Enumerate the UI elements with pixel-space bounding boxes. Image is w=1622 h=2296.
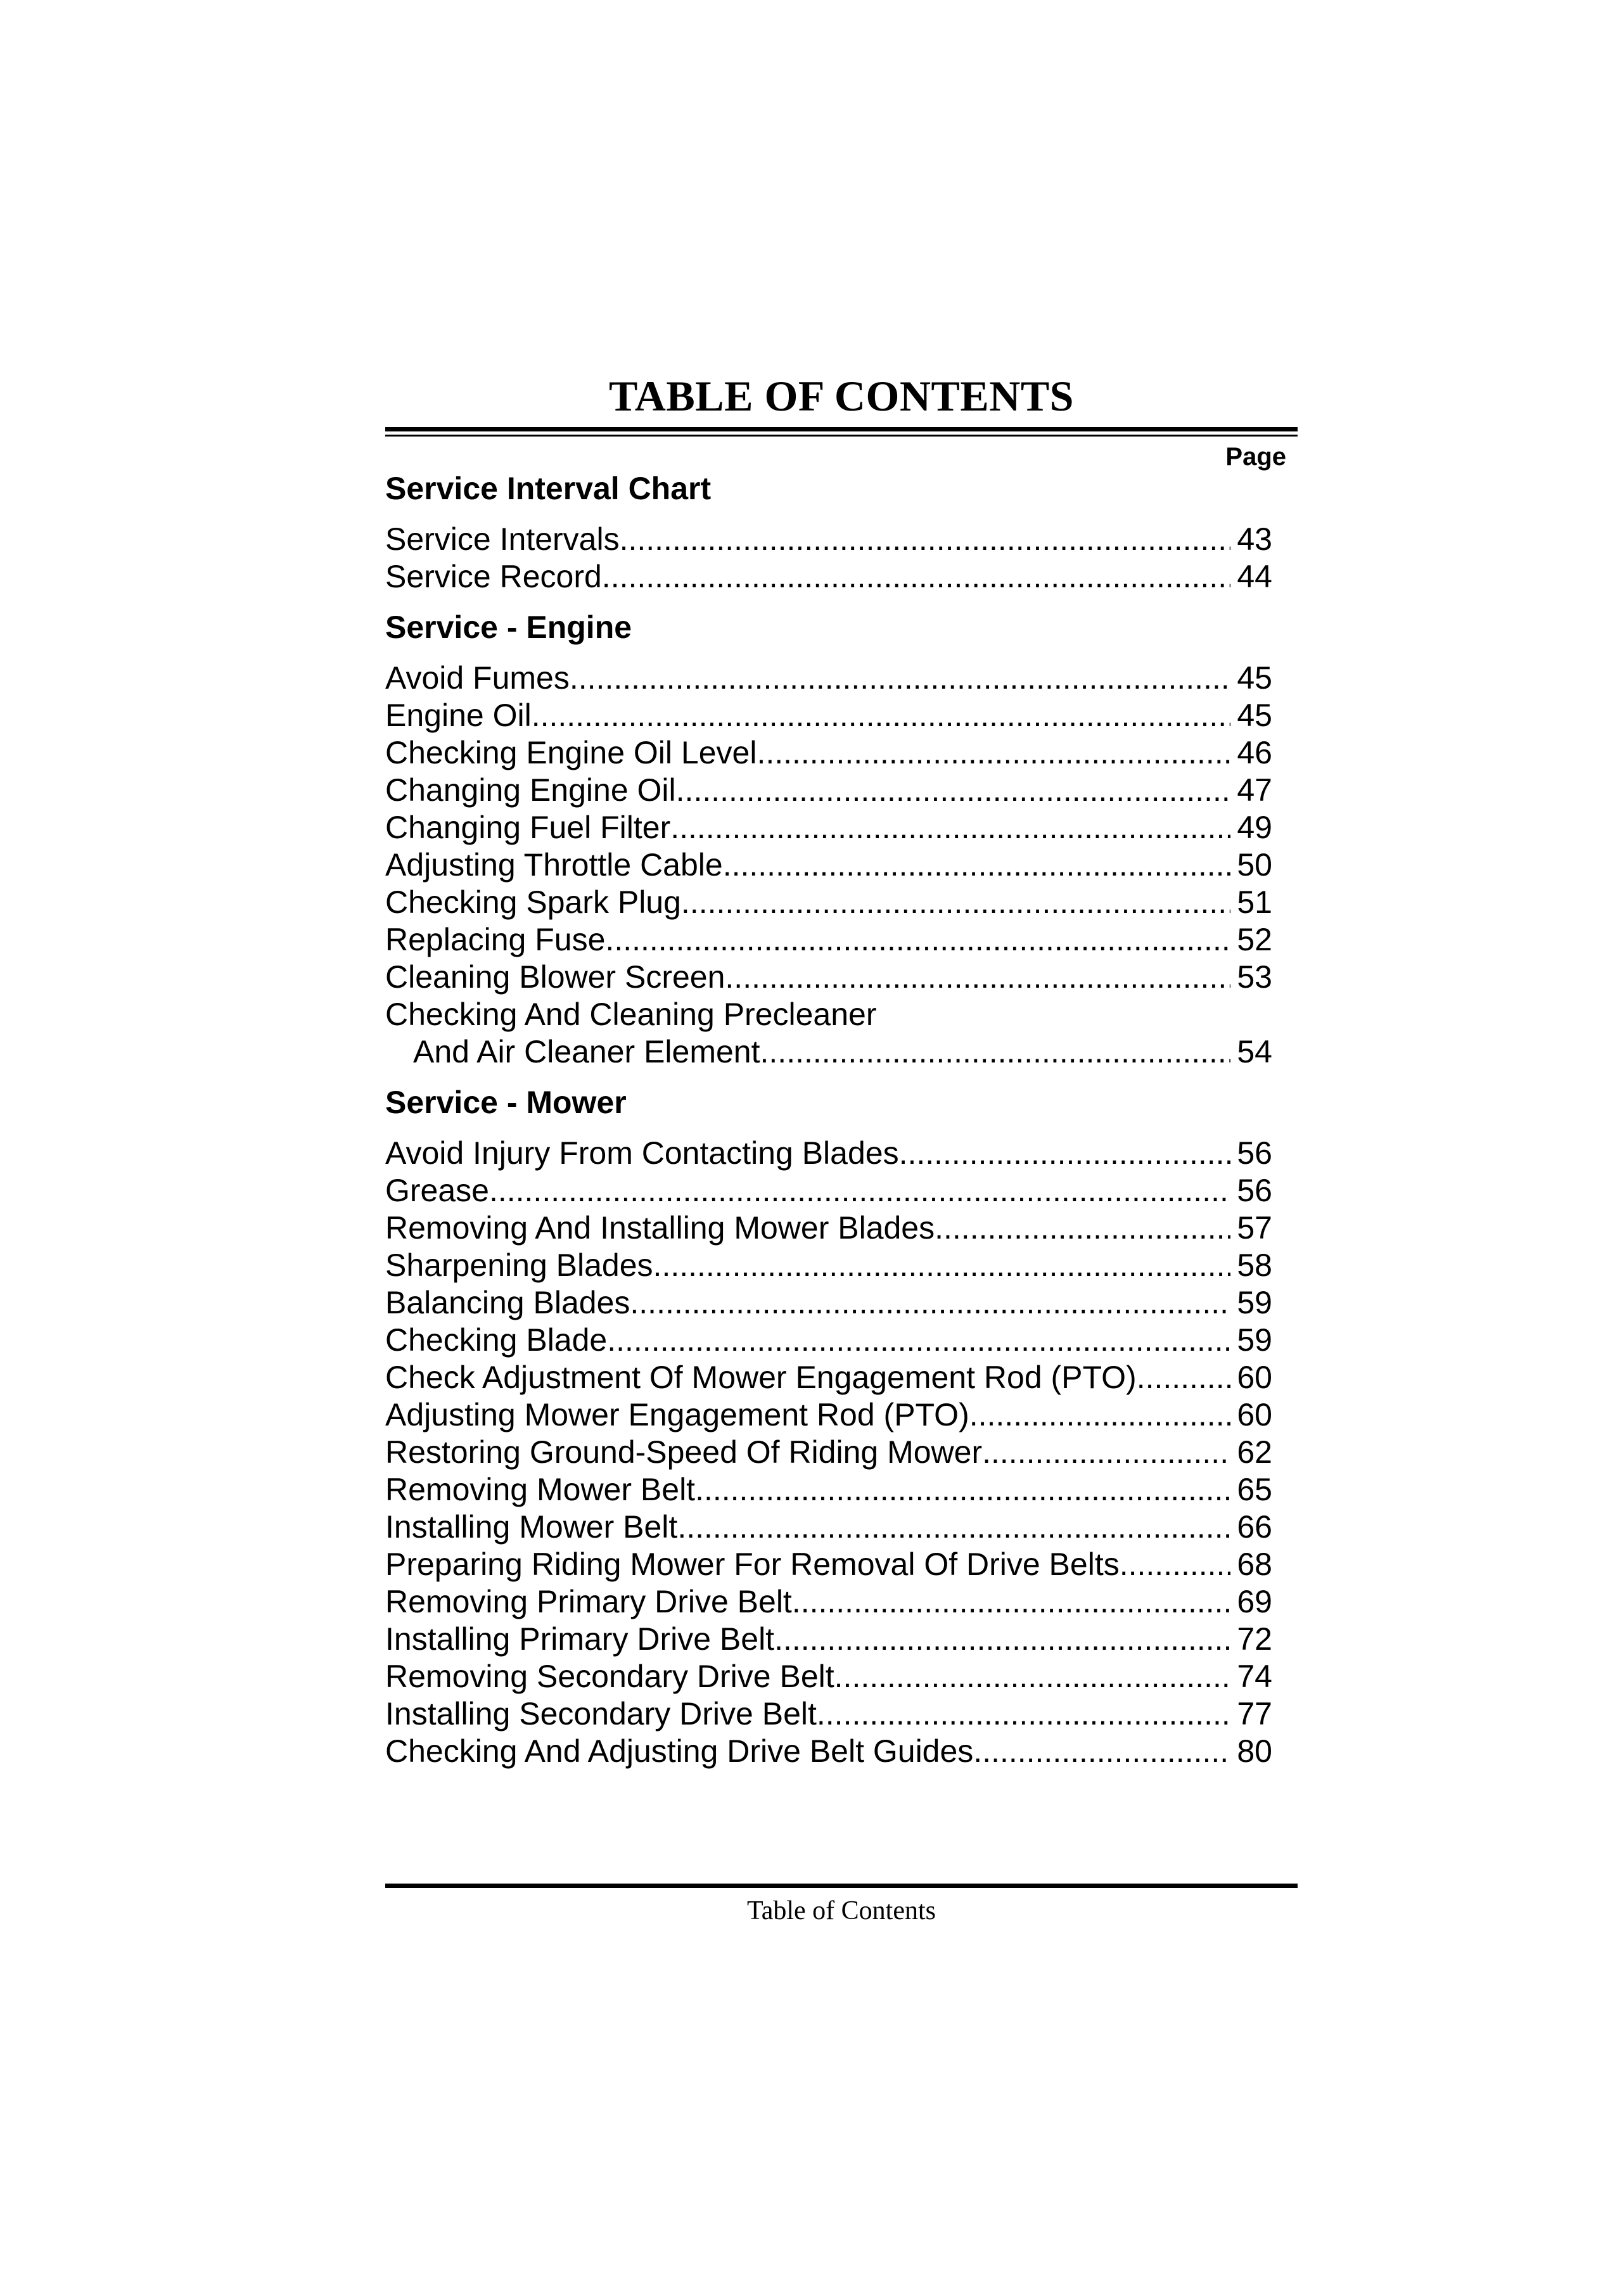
- footer-rule: [385, 1884, 1298, 1888]
- dot-leader: [760, 1033, 1231, 1071]
- entry-title: Removing Secondary Drive Belt: [385, 1659, 834, 1694]
- entry-page: 62: [1237, 1434, 1272, 1470]
- footer-text: Table of Contents: [747, 1896, 936, 1925]
- dot-leader: [676, 772, 1231, 809]
- toc-entry[interactable]: [385, 772, 1272, 809]
- entry-title: Removing Primary Drive Belt: [385, 1584, 792, 1619]
- toc-entry[interactable]: [385, 1546, 1272, 1583]
- entry-page: 80: [1237, 1733, 1272, 1769]
- entry-page: 60: [1237, 1397, 1272, 1432]
- toc-entry[interactable]: [385, 1508, 1272, 1546]
- toc-entry[interactable]: [385, 1695, 1272, 1733]
- toc-entry[interactable]: [385, 521, 1272, 558]
- entry-title: Avoid Injury From Contacting Blades: [385, 1135, 899, 1171]
- toc-entry[interactable]: [385, 1135, 1272, 1172]
- section-heading: Service Interval Chart: [385, 471, 712, 506]
- dot-leader: [1120, 1546, 1231, 1583]
- dot-leader: [630, 1284, 1230, 1322]
- title-rule-thin: [385, 435, 1298, 437]
- dot-leader: [677, 1508, 1230, 1546]
- entry-title: Preparing Riding Mower For Removal Of Drive Belts: [385, 1547, 1120, 1582]
- toc-entry[interactable]: [385, 1583, 1272, 1621]
- entry-page: 56: [1237, 1135, 1272, 1171]
- dot-leader: [681, 884, 1230, 921]
- dot-leader: [973, 1733, 1230, 1770]
- dot-leader: [982, 1434, 1230, 1471]
- dot-leader: [723, 846, 1231, 884]
- entry-title: Checking Engine Oil Level: [385, 735, 757, 770]
- toc-entry[interactable]: [385, 959, 1272, 996]
- toc-entry[interactable]: [385, 1621, 1272, 1658]
- entry-title: Removing Mower Belt: [385, 1472, 696, 1507]
- entry-page: 46: [1237, 735, 1272, 770]
- entry-title: Adjusting Mower Engagement Rod (PTO): [385, 1397, 969, 1432]
- entry-page: 69: [1237, 1584, 1272, 1619]
- entry-title: Service Record: [385, 559, 602, 594]
- entry-title-continuation: And Air Cleaner Element: [413, 1034, 760, 1069]
- dot-leader: [792, 1583, 1231, 1621]
- dot-leader: [899, 1135, 1231, 1172]
- entry-page: 47: [1237, 772, 1272, 808]
- entry-page: 68: [1237, 1547, 1272, 1582]
- dot-leader: [969, 1396, 1231, 1434]
- entry-title: Restoring Ground-Speed Of Riding Mower: [385, 1434, 983, 1470]
- entry-page: 59: [1237, 1322, 1272, 1358]
- entry-page: 54: [1237, 1034, 1272, 1069]
- entry-page: 52: [1237, 922, 1272, 957]
- entry-page: 50: [1237, 847, 1272, 883]
- dot-leader: [602, 558, 1231, 596]
- dot-leader: [653, 1247, 1231, 1284]
- entry-page: 49: [1237, 810, 1272, 845]
- toc-entry[interactable]: [385, 1033, 1272, 1071]
- title-rule-thick: [385, 427, 1298, 431]
- dot-leader: [489, 1172, 1230, 1209]
- entry-page: 74: [1237, 1659, 1272, 1694]
- entry-title: Cleaning Blower Screen: [385, 959, 725, 995]
- toc-entry[interactable]: [385, 846, 1272, 884]
- toc-entry[interactable]: [385, 921, 1272, 959]
- page-title: TABLE OF CONTENTS: [609, 372, 1074, 420]
- entry-page: 72: [1237, 1621, 1272, 1657]
- dot-leader: [774, 1621, 1230, 1658]
- dot-leader: [834, 1658, 1231, 1695]
- toc-entry[interactable]: [385, 1247, 1272, 1284]
- toc-entry[interactable]: [385, 558, 1272, 596]
- toc-entry[interactable]: [385, 1322, 1272, 1359]
- toc-section-service-interval-chart: [385, 470, 1272, 596]
- toc-section-service-engine: [385, 609, 1272, 1071]
- entry-title: Check Adjustment Of Mower Engagement Rod (PTO): [385, 1360, 1137, 1395]
- entry-page: 45: [1237, 698, 1272, 733]
- entry-title: Installing Secondary Drive Belt: [385, 1696, 817, 1732]
- dot-leader: [935, 1209, 1230, 1247]
- dot-leader: [725, 959, 1230, 996]
- toc-entry[interactable]: [385, 809, 1272, 846]
- entry-page: 45: [1237, 660, 1272, 696]
- dot-leader: [570, 660, 1231, 697]
- entry-title: Avoid Fumes: [385, 660, 570, 696]
- toc-entry[interactable]: [385, 660, 1272, 697]
- page-column-label: Page: [1225, 443, 1286, 471]
- dot-leader: [757, 734, 1230, 772]
- section-heading: Service - Engine: [385, 609, 632, 645]
- entry-page: 59: [1237, 1285, 1272, 1320]
- entry-page: 60: [1237, 1360, 1272, 1395]
- toc-entry[interactable]: [385, 1359, 1272, 1396]
- toc-entry[interactable]: [385, 734, 1272, 772]
- entry-title: Checking And Adjusting Drive Belt Guides: [385, 1733, 974, 1769]
- toc-entry[interactable]: [385, 884, 1272, 921]
- entry-title: Installing Primary Drive Belt: [385, 1621, 775, 1657]
- entry-title: Removing And Installing Mower Blades: [385, 1210, 935, 1246]
- entry-page: 57: [1237, 1210, 1272, 1246]
- toc-entry[interactable]: [385, 1172, 1272, 1209]
- toc-entry[interactable]: [385, 1658, 1272, 1695]
- entry-page: 77: [1237, 1696, 1272, 1732]
- entry-title: Balancing Blades: [385, 1285, 630, 1320]
- dot-leader: [1137, 1359, 1231, 1396]
- entry-title: Replacing Fuse: [385, 922, 606, 957]
- dot-leader: [607, 1322, 1230, 1359]
- entry-page: 53: [1237, 959, 1272, 995]
- entry-title: Grease: [385, 1173, 489, 1208]
- entry-title: Checking Spark Plug: [385, 884, 681, 920]
- entry-page: 66: [1237, 1509, 1272, 1545]
- toc-entry[interactable]: [385, 1209, 1272, 1247]
- entry-page: 65: [1237, 1472, 1272, 1507]
- entry-title: Checking Blade: [385, 1322, 608, 1358]
- entry-title: Installing Mower Belt: [385, 1509, 678, 1545]
- toc-entry[interactable]: [385, 1733, 1272, 1770]
- toc-entry[interactable]: [385, 1434, 1272, 1471]
- toc-entry[interactable]: [385, 697, 1272, 734]
- entry-title: Changing Engine Oil: [385, 772, 676, 808]
- entry-page: 58: [1237, 1247, 1272, 1283]
- entry-title: Sharpening Blades: [385, 1247, 653, 1283]
- toc-entry[interactable]: [385, 1284, 1272, 1322]
- entry-title: Service Intervals: [385, 521, 620, 557]
- toc-entry[interactable]: [385, 1396, 1272, 1434]
- entry-title: Adjusting Throttle Cable: [385, 847, 723, 883]
- dot-leader: [670, 809, 1230, 846]
- entry-page: 44: [1237, 559, 1272, 594]
- section-heading: Service - Mower: [385, 1085, 627, 1120]
- entry-title: Changing Fuel Filter: [385, 810, 671, 845]
- dot-leader: [695, 1471, 1230, 1508]
- entry-title-first-line[interactable]: Checking And Cleaning Precleaner: [385, 997, 877, 1032]
- toc-entry[interactable]: [385, 1471, 1272, 1508]
- toc-section-service-mower: [385, 1084, 1272, 1770]
- dot-leader: [605, 921, 1230, 959]
- entry-page: 56: [1237, 1173, 1272, 1208]
- entry-page: 51: [1237, 884, 1272, 920]
- dot-leader: [532, 697, 1231, 734]
- entry-title: Engine Oil: [385, 698, 532, 733]
- table-of-contents: [385, 470, 1272, 1770]
- entry-page: 43: [1237, 521, 1272, 557]
- dot-leader: [620, 521, 1231, 558]
- dot-leader: [817, 1695, 1230, 1733]
